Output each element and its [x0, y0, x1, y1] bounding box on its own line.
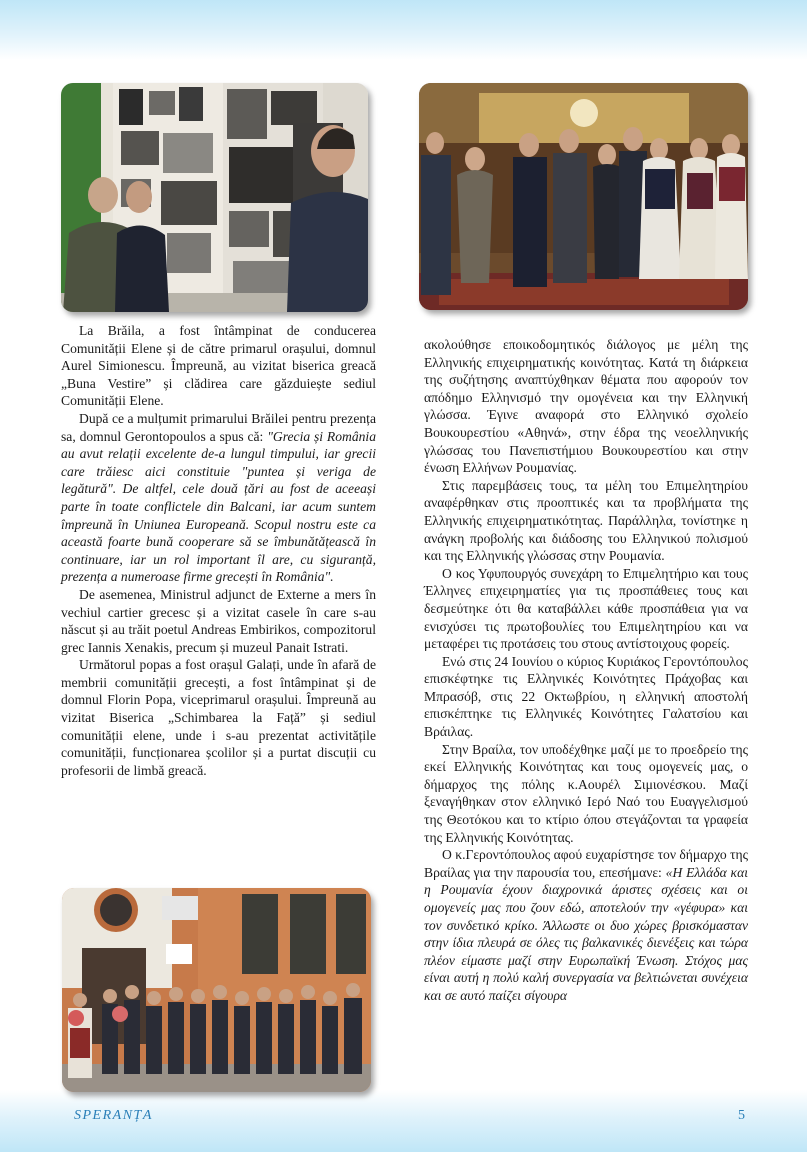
- magazine-name: SPERANȚA: [74, 1108, 153, 1123]
- top-decorative-band: [0, 0, 807, 60]
- paragraph: Ενώ στις 24 Ιουνίου ο κύριος Κυριάκος Γεροντόπουλος επισκέφτηκε τις Ελληνικές Κοινότητες Πράχοβας και Μπρασόβ, στις 22 Οκτωβρίου, η ελληνική αποστολή επισκέπτηκε τις Ελληνικές Κοινότητες Γαλατσίου και Βράιλας.: [424, 653, 748, 740]
- paragraph: [424, 846, 748, 1004]
- right-text-column: [424, 336, 748, 1005]
- paragraph: De asemenea, Ministrul adjunct de Externe a mers în vechiul cartier grecesc și a vizitat casele în care s-au născut și au trăit poetul Andreas Embirikos, compozitorul grec Iannis Xenakis, precum și muzeul Panait Istrati.: [61, 586, 376, 655]
- quote: «Η Ελλάδα και η Ρουμανία έχουν διαχρονικά άριστες σχέσεις και οι ομογενείς μας που ζουν εδώ, αποτελούν την «γέφυρα» και τον συνδετικό κρίκο. Άλλωστε οι δυο χώρες βρισκόμασταν στην ίδια πλευρά σε όλες τις βαλκανικές διενέξεις και τώρα πλέον είμαστε μαζί στην Ευρωπαϊκή Ένωση. Στόχος μας είναι αυτή η πολύ καλή συνεργασία να βελτιώνεται συνέχεια και σε αυτό παίζει σίγουρα: [424, 864, 748, 1003]
- paragraph: Στην Βραίλα, τον υποδέχθηκε μαζί με το προεδρείο της εκεί Ελληνικής Κοινότητας και τους ομογενείς μας, ο δήμαρχος της πόλης κ.Αουρέλ Σιμιονέσκου. Μαζί ξεναγήθηκαν στον ελληνικό Ιερό Ναό του Ευαγγελισμού της Θεοτόκου και το κτίριο όπου στεγάζονται τα γραφεία της Ελληνικής Κοινότητας.: [424, 741, 748, 845]
- page-number: 5: [738, 1108, 745, 1123]
- paragraph-intro: Ο κ.Γεροντόπουλος αφού ευχαρίστησε τον δήμαρχο της Βραίλας για την παρουσία του, επεσήμανε:: [424, 847, 748, 880]
- paragraph: La Brăila, a fost întâmpinat de conducerea Comunității Elene și de către primarul orașului, domnul Aurel Simionescu. Împreună, au vizitat biserica greacă „Buna Vestire” și clădirea care găzduiește sediul Comunității Elene.: [61, 323, 376, 409]
- paragraph: Στις παρεμβάσεις τους, τα μέλη του Επιμελητηρίου αναφέρθηκαν στις προοπτικές και τα προβλήματα της Ελληνικής επιχειρηματικότητας. Παράλληλα, τονίστηκε η ανάγκη προβολής και διάδοσης του Ελληνικού πολισμού και της Ελληνικής γλώσσας στην Ρουμανία.: [424, 477, 748, 564]
- paragraph: Următorul popas a fost orașul Galați, unde în afară de membrii comunității grecești, a fost întâmpinat și de domnul Florin Popa, viceprimarul orașului. Împreună au vizitat Biserica „Schimbarea la Față” și sediul comunității elene, unde i s-au prezentat activitățile comunității, funcționarea școlilor și a purtat discuții cu profesorii de limbă greacă.: [61, 657, 376, 778]
- photo-exhibition-visit: [61, 83, 368, 312]
- paragraph: ακολούθησε εποικοδομητικός διάλογος με μέλη της Ελληνικής επιχειρηματικής κοινότητας. Κατά τη διάρκεια της συζήτησης αναπτύχθηκαν θέματα που αφορούν τον απόδημο Ελληνισμό την ομογένεια και την Ελληνική γλώσσα. Έγινε αναφορά στο Ελληνικό σχολείο Βουκουρεστίου «Αθηνά», στην έδρα της νεοελληνικής γλώσσας του Πανεπιστήμιου Βουκουρεστίου και στην ένωση Ελλήνων Ρουμανίας.: [424, 337, 748, 476]
- paragraph: Ο κος Υφυπουργός συνεχάρη το Επιμελητήριο και τους Έλληνες επιχειρηματίες για τις προσπάθειες τους και δεσμεύτηκε ότι θα καταβάλλει κάθε προσπάθεια για να ενισχύσει τις πρωτοβουλίες του Επιμελητηρίου και να μεταφέρει τις προτάσεις του στους αντίστοιχους φορείς.: [424, 565, 748, 652]
- quote: "Grecia și România au avut relații excelente de-a lungul timpului, iar grecii care trăiesc aici constituie "puntea și veriga de legătură". De altfel, cele două țări au fost de aceeași parte în toate conflictele din Balcani, iar acum suntem împreună în Uniunea Europeană. Scopul nostru este ca această foarte bună cooperare să se îmbunătățească în continuare, iar un rol important îl are, cu siguranță, prezența a numeroase firme grecești în România".: [61, 428, 376, 585]
- photo-church-group: [419, 83, 748, 310]
- left-text-column: [61, 322, 376, 779]
- photo-community-building-group: [62, 888, 371, 1092]
- paragraph: [61, 410, 376, 586]
- paragraph-intro: După ce a mulțumit primarului Brăilei pentru prezența sa, domnul Gerontopoulos a spus că:: [61, 410, 376, 444]
